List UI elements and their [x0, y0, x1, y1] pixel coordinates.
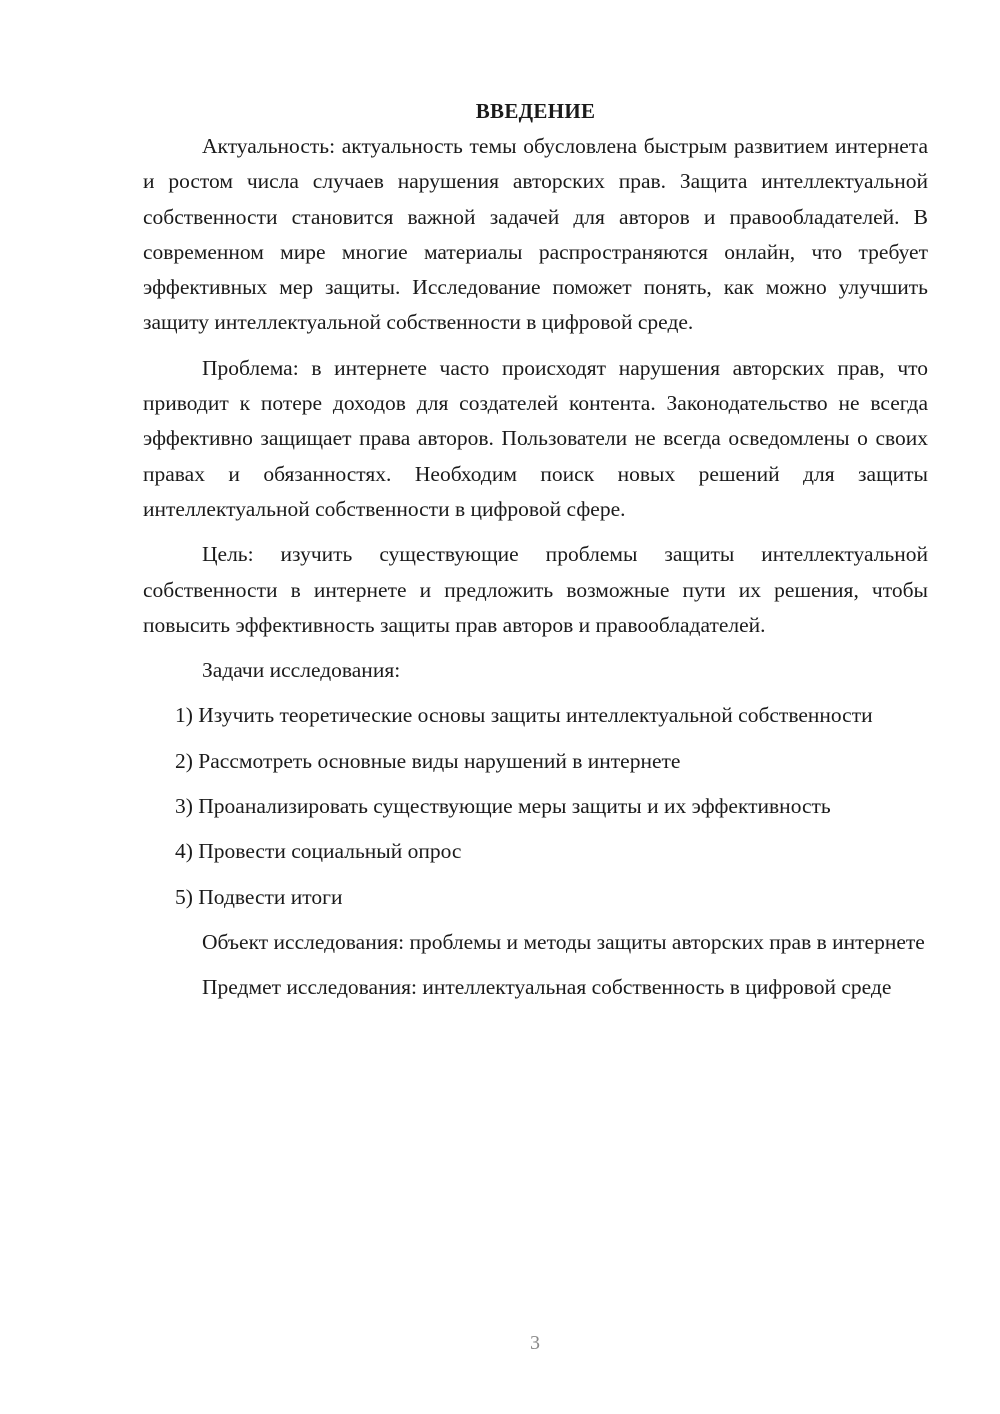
paragraph-relevance: Актуальность: актуальность темы обусловлена быстрым развитием интернета и ростом числа случаев нарушения авторских прав. Защита интеллектуальной собственности становится важной задачей для авторов и правообладателей. В современном мире многие материалы распространяются онлайн, что требует эффективных мер защиты. Исследование поможет понять, как можно улучшить защиту интеллектуальной собственности в цифровой среде. — [143, 134, 928, 335]
tasks-heading: Задачи исследования: — [202, 658, 401, 683]
document-page — [143, 94, 928, 1006]
page-title: ВВЕДЕНИЕ — [475, 99, 596, 123]
paragraph-problem: Проблема: в интернете часто происходят нарушения авторских прав, что приводит к потере доходов для создателей контента. Законодательство не всегда эффективно защищает права авторов. Пользователи не всегда осведомлены о своих правах и обязанностях. Необходим поиск новых решений для защиты интеллектуальной собственности в цифровой сфере. — [143, 355, 928, 521]
task-item-3: 3) Проанализировать существующие меры защиты и их эффективность — [175, 794, 831, 819]
paragraph-object: Объект исследования: проблемы и методы защиты авторских прав в интернете — [202, 929, 925, 954]
task-item-2: 2) Рассмотреть основные виды нарушений в интернете — [175, 748, 681, 773]
paragraph-goal: Цель: изучить существующие проблемы защиты интеллектуальной собственности в интернете и предложить возможные пути их решения, чтобы повысить эффективность защиты прав авторов и правообладателей. — [143, 542, 928, 637]
task-item-1: 1) Изучить теоретические основы защиты интеллектуальной собственности — [175, 703, 873, 728]
paragraph-subject: Предмет исследования: интеллектуальная собственность в цифровой среде — [202, 975, 892, 1000]
task-item-4: 4) Провести социальный опрос — [175, 839, 462, 864]
page-number: 3 — [530, 1332, 540, 1354]
task-item-5: 5) Подвести итоги — [175, 884, 343, 909]
